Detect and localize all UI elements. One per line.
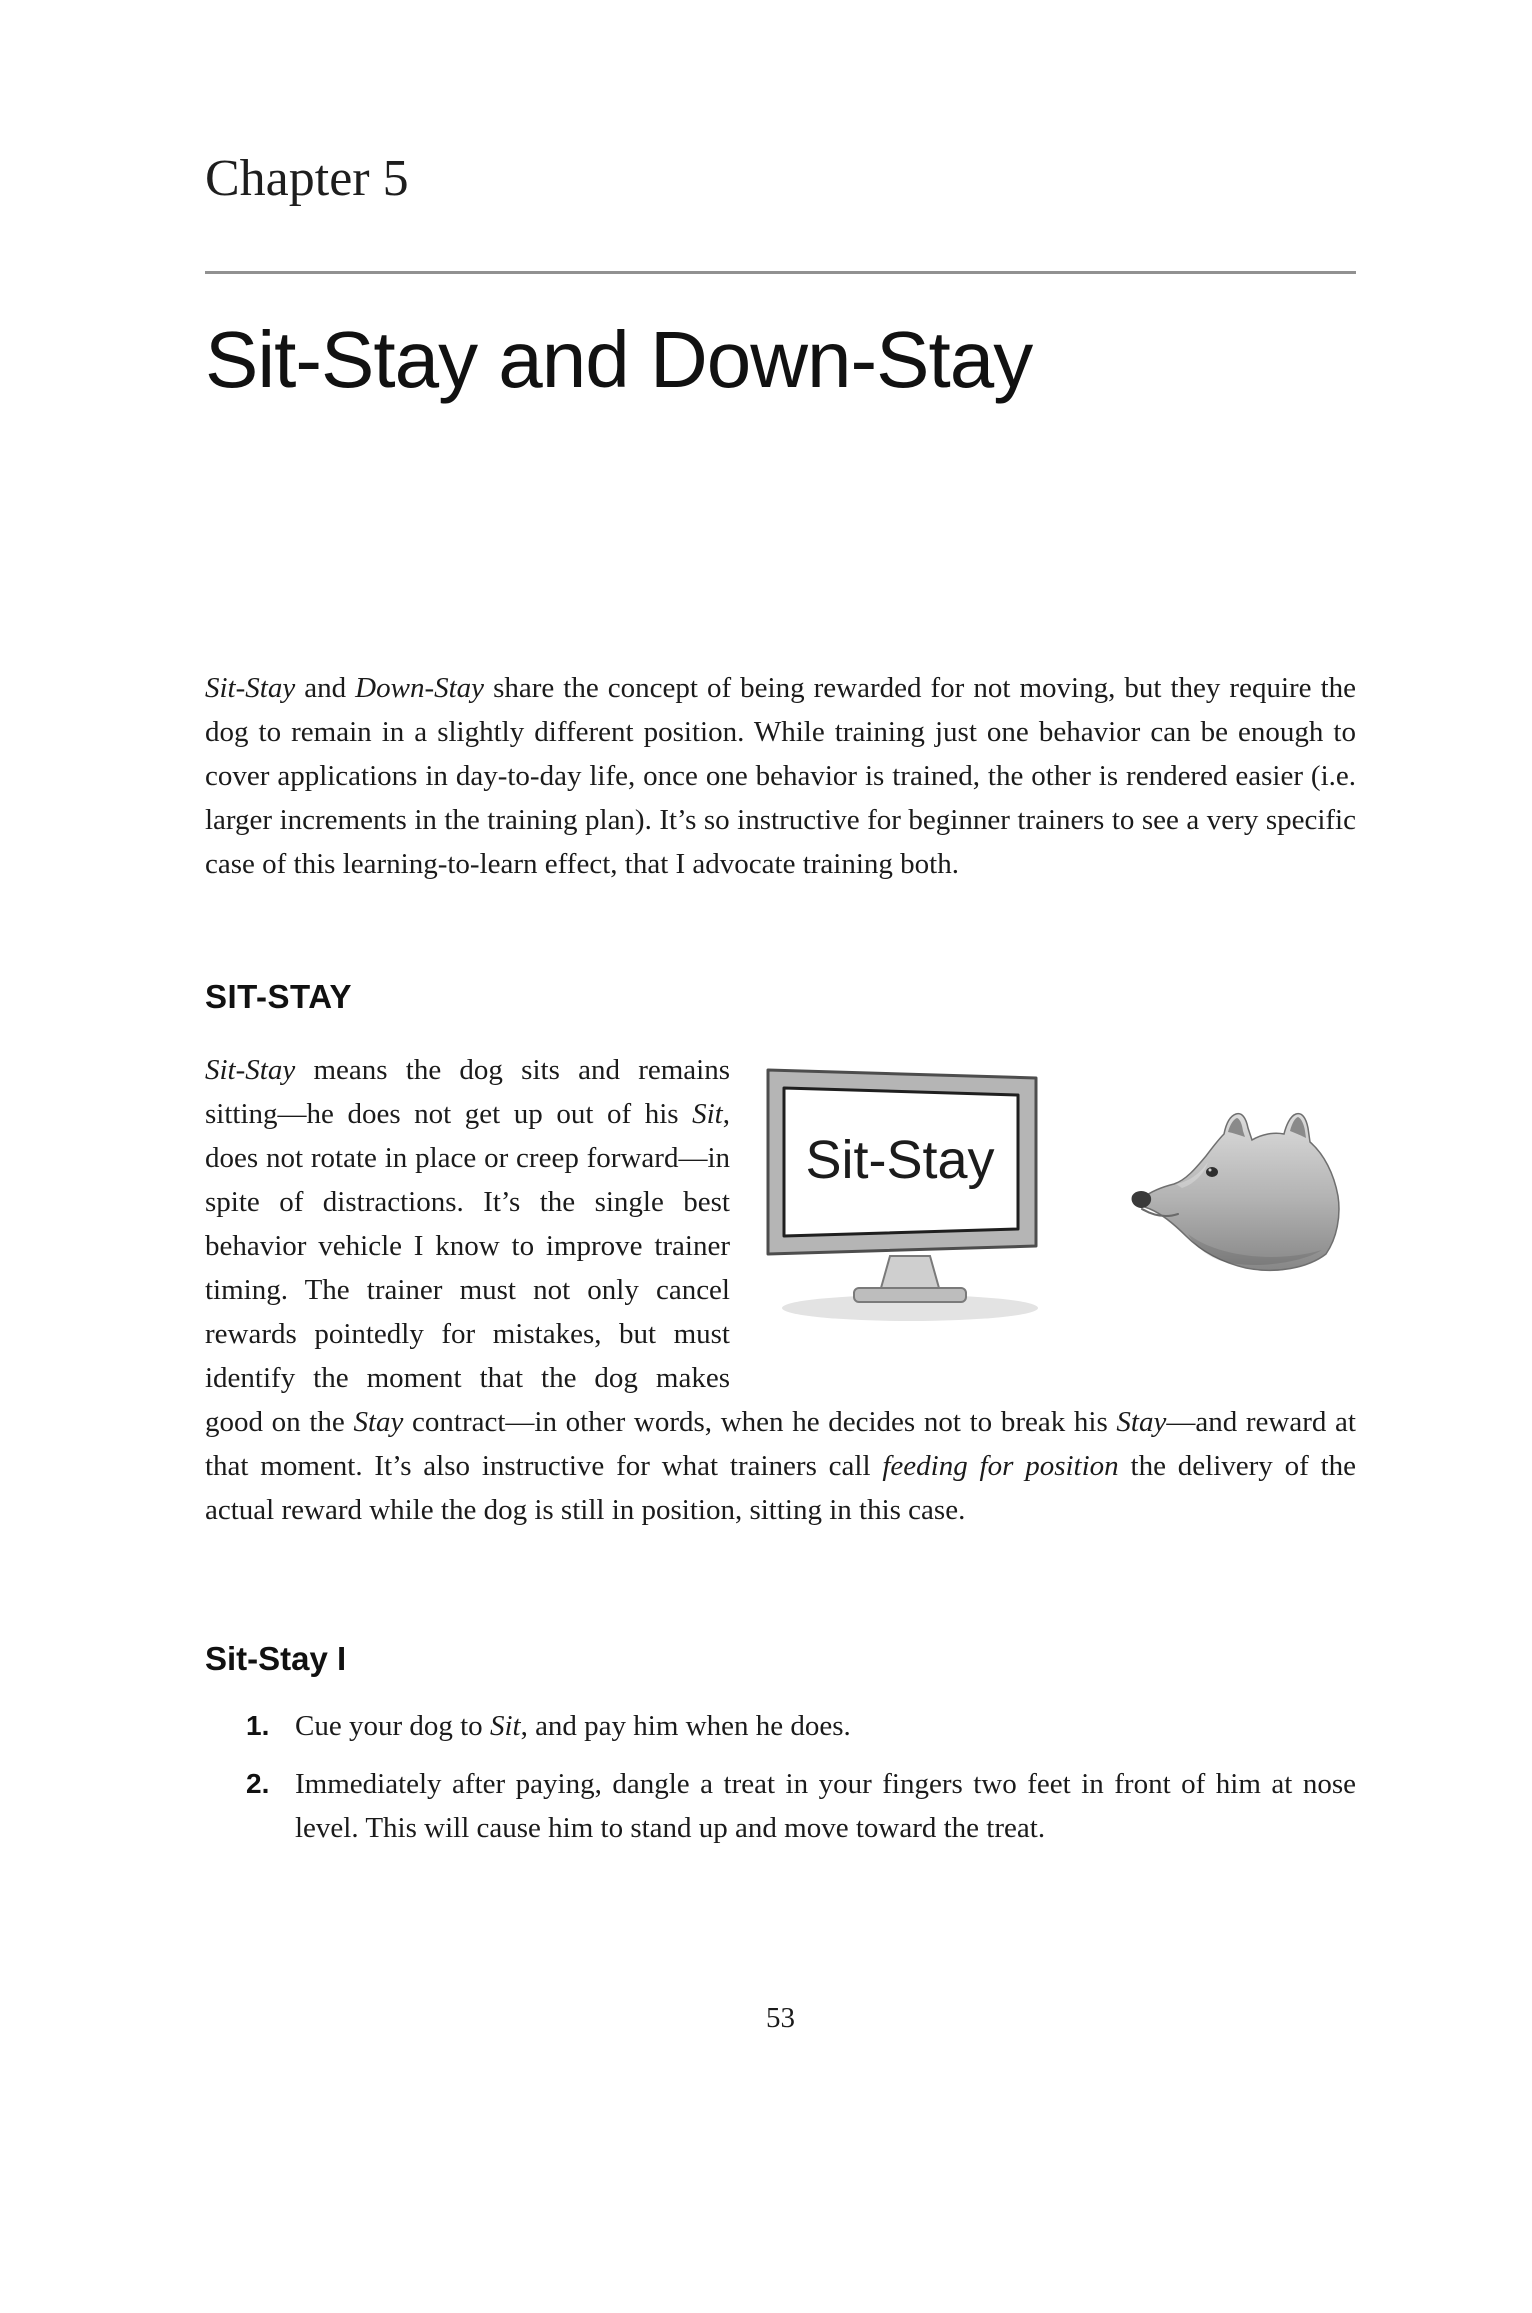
step-number: 1.	[246, 1710, 270, 1742]
chapter-label: Chapter 5	[205, 150, 409, 207]
page-number: 53	[766, 2002, 795, 2035]
step-text: Immediately after paying, dangle a treat in your fingers two feet in front of him at nose level. This will cause him to stand up and move toward the treat.	[295, 1768, 1356, 1845]
dog-head-photo	[1124, 1104, 1356, 1276]
steps-list	[205, 1704, 1356, 1850]
sit-stay-paragraph-text: Sit-Stay means the dog sits and remains sitting—he does not get up out of his Sit, does not rotate in place or creep forward—in spite of distractions. It’s the single best behavior vehicle I know to improve trainer timing. The trainer must not only cancel rewards pointedly for mistakes, but must identify the moment that the dog makes good on the Stay contract—in other words, when he decides not to break his Stay—and reward at that moment. It’s also instructive for what trainers call feeding for position the delivery of the actual reward while the dog is still in position, sitting in this case.	[205, 1054, 1357, 1527]
page-title: Sit-Stay and Down-Stay	[205, 315, 1033, 405]
step-number: 2.	[246, 1768, 270, 1800]
step-text: Cue your dog to Sit, and pay him when he does.	[295, 1710, 851, 1743]
list-item	[246, 1762, 1356, 1850]
tv-screen-text: Sit-Stay	[805, 1130, 995, 1191]
chapter-rule	[205, 271, 1356, 274]
tv-monitor-illustration	[760, 1062, 1060, 1324]
list-item	[246, 1704, 1356, 1748]
sit-stay-figure	[760, 1054, 1356, 1392]
section-heading-sit-stay-i: Sit-Stay I	[205, 1640, 347, 1678]
sit-stay-paragraph	[205, 1048, 1356, 1532]
section-heading-sit-stay: SIT-STAY	[205, 978, 353, 1016]
intro-paragraph: Sit-Stay and Down-Stay share the concept of being rewarded for not moving, but they require the dog to remain in a slightly different position. While training just one behavior can be enough to cover applications in day-to-day life, once one behavior is trained, the other is rendered easier (i.e. larger increments in the training plan). It’s so instructive for beginner trainers to see a very specific case of this learning-to-learn effect, that I advocate training both.	[205, 672, 1357, 881]
